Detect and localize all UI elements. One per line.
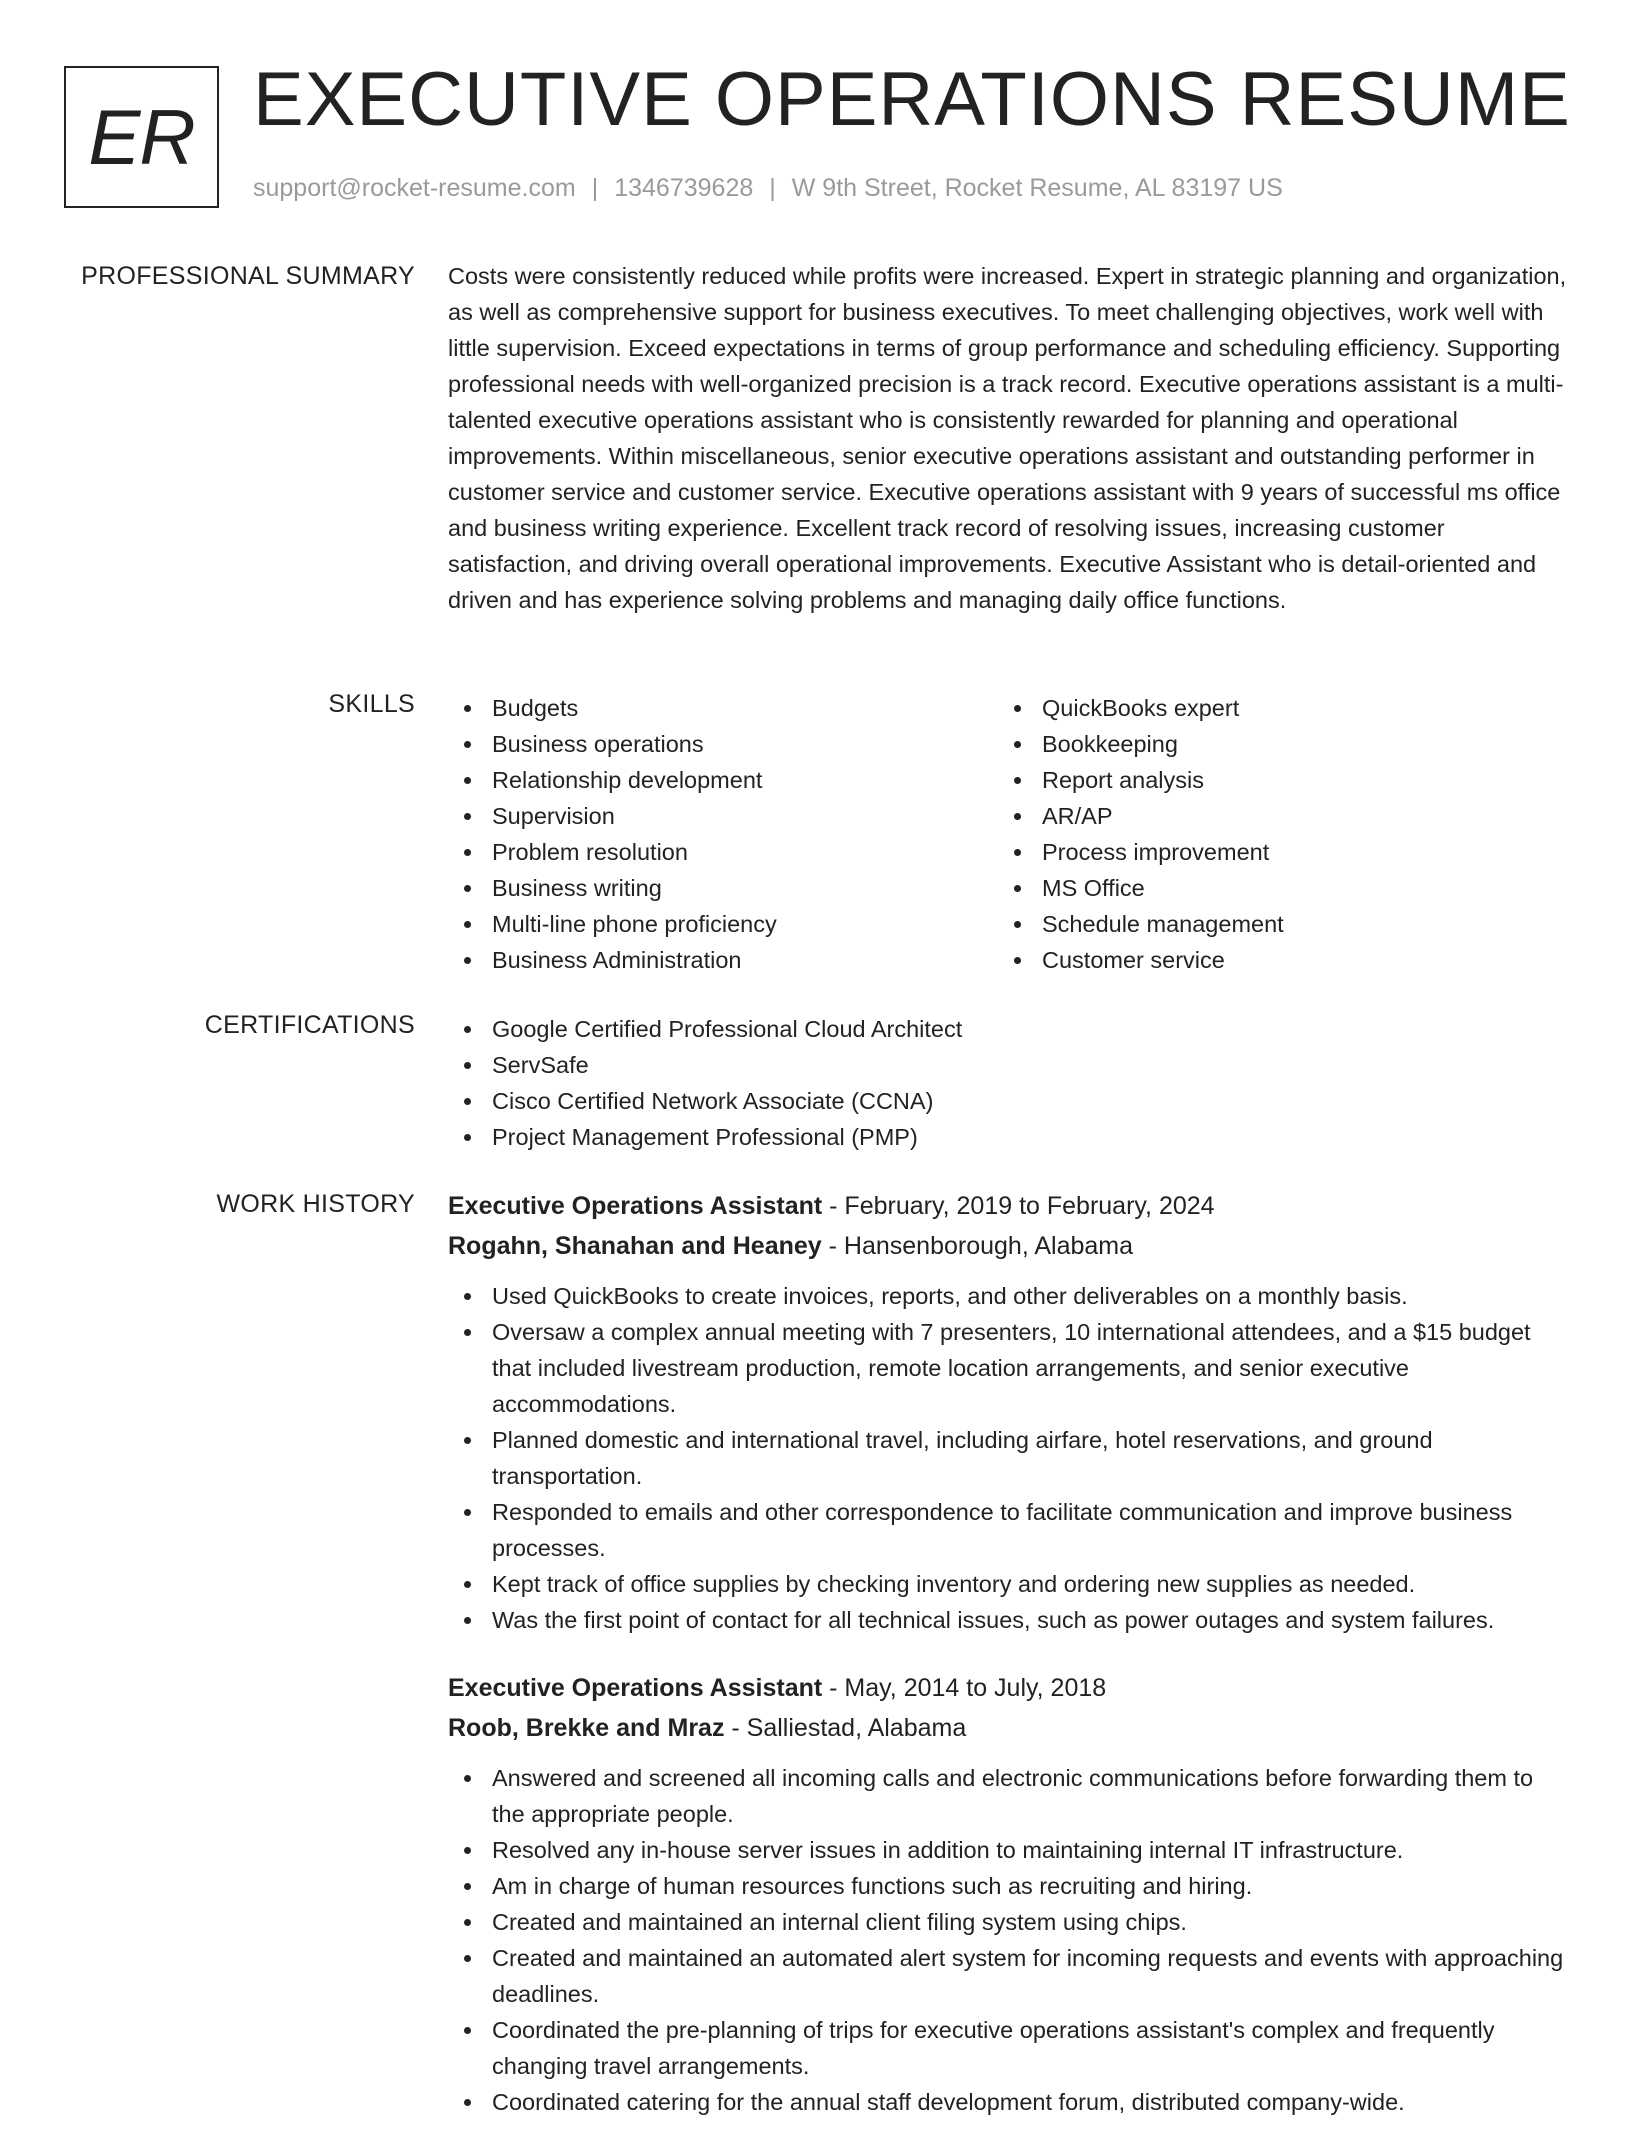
job-title: Executive Operations Assistant: [448, 1674, 823, 1702]
job-title-line: [448, 1186, 1568, 1226]
skill-item: MS Office: [998, 870, 1548, 906]
work-history-body: [448, 1186, 1568, 2150]
monogram-logo: ER: [64, 66, 219, 208]
contact-phone: 1346739628: [614, 174, 754, 202]
contact-email: support@rocket-resume.com: [253, 174, 576, 202]
section-heading-certifications: CERTIFICATIONS: [204, 1011, 415, 1039]
summary-body: [448, 258, 1568, 618]
skill-item: QuickBooks expert: [998, 690, 1548, 726]
job-duty-item: Used QuickBooks to create invoices, reports, and other deliverables on a monthly basis.: [448, 1278, 1568, 1314]
skill-item: Problem resolution: [448, 834, 998, 870]
job-duty-item: Coordinated the pre-planning of trips for executive operations assistant's complex and frequently changing travel arrangements.: [448, 2012, 1568, 2084]
job-duty-item: Coordinated catering for the annual staff development forum, distributed company-wide.: [448, 2084, 1568, 2120]
skill-item: Schedule management: [998, 906, 1548, 942]
job-company: Roob, Brekke and Mraz: [448, 1714, 725, 1742]
section-heading-summary: PROFESSIONAL SUMMARY: [81, 262, 415, 290]
contact-separator: |: [769, 174, 776, 202]
job-duty-item: Am in charge of human resources functions such as recruiting and hiring.: [448, 1868, 1568, 1904]
job-dates: - May, 2014 to July, 2018: [822, 1674, 1107, 1702]
certifications-body: [448, 1011, 1568, 1155]
certification-item: ServSafe: [448, 1047, 1568, 1083]
job-title: Executive Operations Assistant: [448, 1192, 823, 1220]
skill-item: Business Administration: [448, 942, 998, 978]
page-title: EXECUTIVE OPERATIONS RESUME: [253, 57, 1571, 142]
job-duties-list: [448, 1278, 1568, 1638]
job-duty-item: Answered and screened all incoming calls and electronic communications before forwarding them to the appropriate people.: [448, 1760, 1568, 1832]
skill-item: Budgets: [448, 690, 998, 726]
contact-address: W 9th Street, Rocket Resume, AL 83197 US: [791, 174, 1283, 202]
job-duty-item: Created and maintained an internal client filing system using chips.: [448, 1904, 1568, 1940]
skill-item: Business writing: [448, 870, 998, 906]
certification-item: Cisco Certified Network Associate (CCNA): [448, 1083, 1568, 1119]
certification-item: Project Management Professional (PMP): [448, 1119, 1568, 1155]
contact-line: [253, 174, 1283, 203]
skills-list-left: [448, 690, 998, 978]
job-entry: [448, 1186, 1568, 1638]
job-duties-list: [448, 1760, 1568, 2120]
contact-separator: |: [591, 174, 599, 202]
job-company-line: [448, 1708, 1568, 1748]
skill-item: Multi-line phone proficiency: [448, 906, 998, 942]
skills-list-right: [998, 690, 1548, 978]
skill-item: Relationship development: [448, 762, 998, 798]
section-heading-work-history: WORK HISTORY: [216, 1190, 415, 1218]
skill-item: Customer service: [998, 942, 1548, 978]
skill-item: Supervision: [448, 798, 998, 834]
skill-item: Business operations: [448, 726, 998, 762]
certifications-list: [448, 1011, 1568, 1155]
skill-item: Bookkeeping: [998, 726, 1548, 762]
skill-item: Process improvement: [998, 834, 1548, 870]
job-company-line: [448, 1226, 1568, 1266]
certification-item: Google Certified Professional Cloud Architect: [448, 1011, 1568, 1047]
skill-item: AR/AP: [998, 798, 1548, 834]
job-title-line: [448, 1668, 1568, 1708]
job-duty-item: Created and maintained an automated alert system for incoming requests and events with approaching deadlines.: [448, 1940, 1568, 2012]
job-location: - Hansenborough, Alabama: [821, 1232, 1134, 1260]
job-duty-item: Planned domestic and international travel, including airfare, hotel reservations, and ground transportation.: [448, 1422, 1568, 1494]
skill-item: Report analysis: [998, 762, 1548, 798]
job-entry: [448, 1668, 1568, 2120]
section-heading-skills: SKILLS: [328, 690, 415, 718]
job-duty-item: Oversaw a complex annual meeting with 7 presenters, 10 international attendees, and a $15 budget that included livestream production, remote location arrangements, and senior executive accommodations.: [448, 1314, 1568, 1422]
skills-grid: [448, 690, 1568, 978]
job-company: Rogahn, Shanahan and Heaney: [448, 1232, 822, 1260]
job-location: - Salliestad, Alabama: [724, 1714, 967, 1742]
skills-body: [448, 690, 1568, 978]
job-duty-item: Was the first point of contact for all technical issues, such as power outages and system failures.: [448, 1602, 1568, 1638]
job-dates: - February, 2019 to February, 2024: [822, 1192, 1215, 1220]
job-duty-item: Resolved any in-house server issues in addition to maintaining internal IT infrastructure.: [448, 1832, 1568, 1868]
summary-text: Costs were consistently reduced while profits were increased. Expert in strategic planning and organization, as well as comprehensive support for business executives. To meet challenging objectives, work well with little supervision. Exceed expectations in terms of group performance and scheduling efficiency. Supporting professional needs with well-organized precision is a track record. Executive operations assistant is a multi-talented executive operations assistant who is consistently rewarded for planning and operational improvements. Within miscellaneous, senior executive operations assistant and outstanding performer in customer service and customer service. Executive operations assistant with 9 years of successful ms office and business writing experience. Excellent track record of resolving issues, increasing customer satisfaction, and driving overall operational improvements. Executive Assistant who is detail-oriented and driven and has experience solving problems and managing daily office functions.: [448, 263, 1567, 613]
job-duty-item: Kept track of office supplies by checking inventory and ordering new supplies as needed.: [448, 1566, 1568, 1602]
job-duty-item: Responded to emails and other correspondence to facilitate communication and improve business processes.: [448, 1494, 1568, 1566]
